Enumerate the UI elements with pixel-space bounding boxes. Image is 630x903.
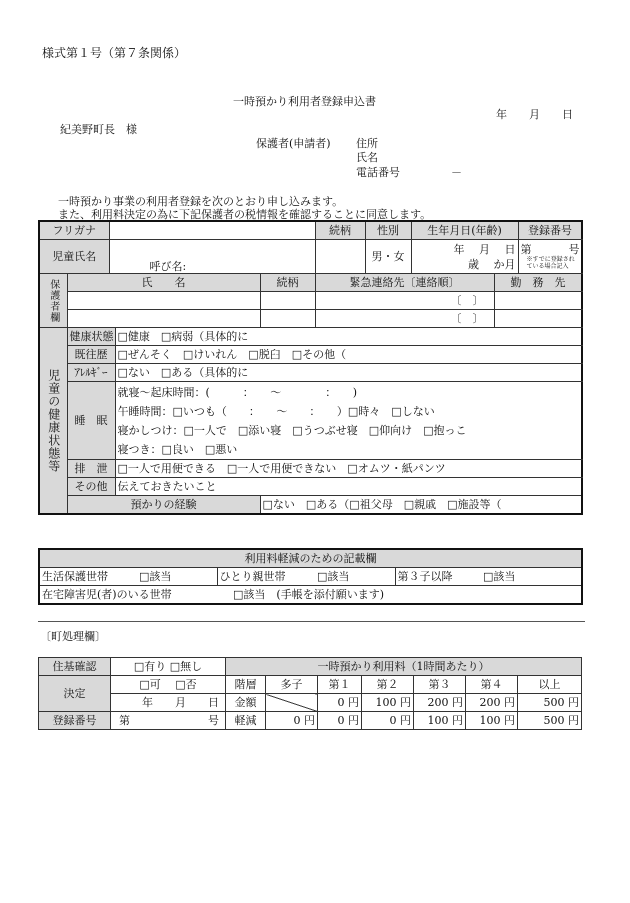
- intro-line-1: 一時預かり事業の利用者登録を次のとおり申し込みます。: [58, 195, 344, 208]
- applicant-name-label: 氏名: [356, 151, 378, 164]
- furigana-label: フリガナ: [39, 221, 109, 240]
- guardian-name-label: 氏 名: [67, 274, 260, 292]
- intro-line-2: また、利用料決定の為に下記保護者の税情報を確認することに同意します。: [58, 208, 432, 221]
- office-table: [38, 657, 582, 730]
- disabled-label: 在宅障害児(者)のいる世帯: [39, 586, 217, 605]
- other-field[interactable]: 伝えておきたいこと: [115, 478, 582, 496]
- date-line: 年 月 日: [496, 108, 573, 121]
- toilet-field[interactable]: □一人で用便できる □一人で用便できない □オムツ・紙パンツ: [115, 460, 582, 478]
- reduced-above: 500 円: [518, 712, 582, 730]
- welfare-label: 生活保護世帯: [39, 568, 137, 586]
- guardian-2-work[interactable]: [494, 310, 582, 328]
- reg-dai: 第: [520, 242, 532, 256]
- applicant-address-label: 住所: [356, 137, 378, 150]
- condition-label: 健康状態: [67, 328, 115, 346]
- reduced-1: 0 円: [318, 712, 362, 730]
- sex-options[interactable]: 男・女: [365, 240, 411, 274]
- applicant-phone-dash: －: [451, 166, 462, 179]
- tier-multi: 多子: [266, 676, 318, 694]
- reduced-multi: 0 円: [266, 712, 318, 730]
- main-form-table: [38, 220, 583, 515]
- reg-note: ※すでに登録されている場合記入: [526, 255, 575, 270]
- reg-no-label: 登録番号: [518, 221, 582, 240]
- tier-above: 以上: [518, 676, 582, 694]
- resident-check-field[interactable]: □有り □無し: [111, 658, 226, 676]
- sleep-line-2: 午睡時間：□いつも（ ： ～ ： ）□時々 □しない: [117, 404, 435, 418]
- reg-no-field[interactable]: [518, 240, 582, 274]
- amount-above: 500 円: [518, 694, 582, 712]
- allergy-label: ｱﾚﾙｷﾞｰ: [67, 364, 115, 382]
- reg-go: 号: [568, 242, 580, 256]
- tier-1: 第１: [318, 676, 362, 694]
- reduced-4: 100 円: [466, 712, 518, 730]
- disabled-field[interactable]: [217, 586, 582, 605]
- fee-title: 一時預かり利用料（1時間あたり）: [226, 658, 582, 676]
- addressee: 紀美野町長 様: [60, 123, 137, 136]
- reduced-label: 軽減: [226, 712, 266, 730]
- other-label: その他: [67, 478, 115, 496]
- decision-label: 決定: [39, 676, 111, 712]
- amount-1: 0 円: [318, 694, 362, 712]
- office-section-label: 〔町処理欄〕: [40, 630, 106, 643]
- experience-field[interactable]: □ない □ある（□祖父母 □親戚 □施設等（: [260, 496, 582, 515]
- form-number: 様式第１号（第７条関係）: [42, 46, 187, 60]
- child-name-label: 児童氏名: [39, 240, 109, 274]
- guardian-2-emergency[interactable]: 〔 〕: [315, 310, 494, 328]
- birth-ymd: 年 月 日: [453, 242, 516, 256]
- sleep-line-1: 就寝～起床時間：( ： ～ ： ): [117, 385, 358, 399]
- amount-4: 200 円: [466, 694, 518, 712]
- guardian-1-name[interactable]: [67, 292, 260, 310]
- amount-label: 金額: [226, 694, 266, 712]
- applicant-phone-label: 電話番号: [356, 166, 400, 179]
- disabled-note: (手帳を添付願います): [276, 588, 384, 601]
- office-reg-dai: 第: [119, 714, 130, 727]
- decision-field[interactable]: □可 □否: [111, 676, 226, 694]
- sex-label: 性別: [365, 221, 411, 240]
- emergency-label: 緊急連絡先〔連絡順〕: [315, 274, 494, 292]
- amount-multi-empty: [266, 694, 318, 712]
- single-parent-label: ひとり親世帯: [217, 568, 315, 586]
- decision-date[interactable]: 年 月 日: [111, 694, 226, 712]
- history-field[interactable]: □ぜんそく □けいれん □脱臼 □その他（: [115, 346, 582, 364]
- guardian-1-emergency[interactable]: 〔 〕: [315, 292, 494, 310]
- sleep-label: 睡 眠: [67, 382, 115, 460]
- reduction-title: 利用料軽減のための記載欄: [39, 549, 582, 568]
- sleep-field[interactable]: [115, 382, 582, 460]
- form-title: 一時預かり利用者登録申込書: [233, 95, 376, 108]
- guardian-1-work[interactable]: [494, 292, 582, 310]
- sleep-line-4: 寝つき：□良い □悪い: [117, 442, 238, 456]
- child-name-field[interactable]: [109, 240, 315, 274]
- guardian-2-name[interactable]: [67, 310, 260, 328]
- tier-label: 階層: [226, 676, 266, 694]
- furigana-field[interactable]: [109, 221, 315, 240]
- section-divider: [38, 621, 585, 622]
- tier-3: 第３: [414, 676, 466, 694]
- applicant-label: 保護者(申請者): [256, 137, 331, 150]
- welfare-check[interactable]: □該当: [137, 568, 217, 586]
- tier-2: 第２: [362, 676, 414, 694]
- guardian-relation-label: 続柄: [260, 274, 315, 292]
- nickname-label: 呼び名:: [149, 260, 187, 273]
- office-reg-no-field[interactable]: [111, 712, 226, 730]
- toilet-label: 排 泄: [67, 460, 115, 478]
- health-side-label: 児童の健康状態等: [39, 328, 67, 515]
- guardian-2-relation[interactable]: [260, 310, 315, 328]
- guardian-side-label: 保護者欄: [39, 274, 67, 328]
- work-label: 勤 務 先: [494, 274, 582, 292]
- history-label: 既往歴: [67, 346, 115, 364]
- birth-field[interactable]: [411, 240, 518, 274]
- third-child-check[interactable]: □該当: [481, 568, 582, 586]
- condition-field[interactable]: □健康 □病弱（具体的に: [115, 328, 582, 346]
- office-reg-no-label: 登録番号: [39, 712, 111, 730]
- third-child-label: 第３子以降: [395, 568, 481, 586]
- experience-label: 預かりの経験: [67, 496, 260, 515]
- reduced-3: 100 円: [414, 712, 466, 730]
- resident-check-label: 住基確認: [39, 658, 111, 676]
- single-parent-check[interactable]: □該当: [315, 568, 395, 586]
- office-reg-go: 号: [208, 714, 220, 727]
- birth-age: 歳 か月: [468, 257, 516, 271]
- child-relation-field[interactable]: [315, 240, 365, 274]
- disabled-check[interactable]: □該当: [233, 588, 266, 601]
- allergy-field[interactable]: □ない □ある（具体的に: [115, 364, 582, 382]
- amount-3: 200 円: [414, 694, 466, 712]
- tier-4: 第４: [466, 676, 518, 694]
- relation-label: 続柄: [315, 221, 365, 240]
- reduction-table: [38, 548, 583, 605]
- amount-2: 100 円: [362, 694, 414, 712]
- reduced-2: 0 円: [362, 712, 414, 730]
- guardian-1-relation[interactable]: [260, 292, 315, 310]
- birth-label: 生年月日(年齢): [411, 221, 518, 240]
- sleep-line-3: 寝かしつけ：□一人で □添い寝 □うつぶせ寝 □仰向け □抱っこ: [117, 423, 467, 437]
